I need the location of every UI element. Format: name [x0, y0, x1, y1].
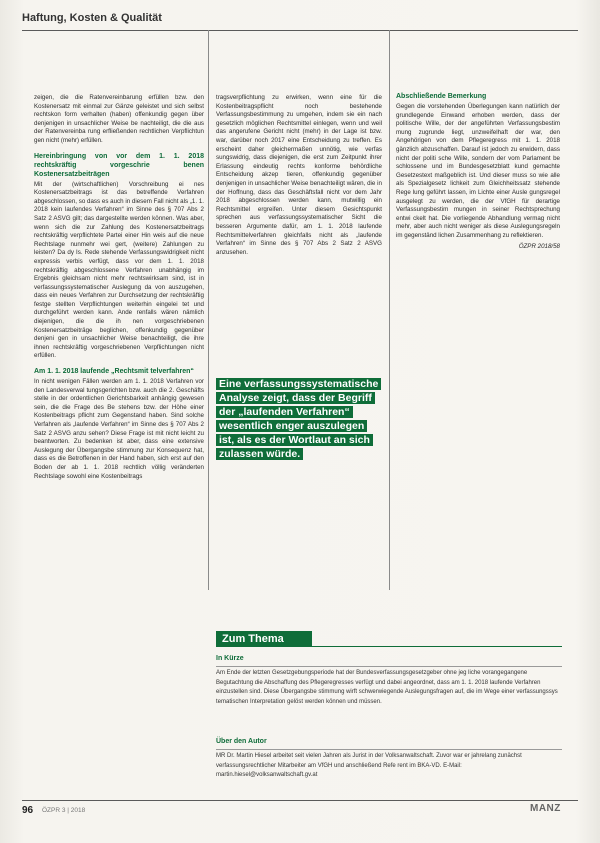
section-title: Haftung, Kosten & Qualität	[22, 12, 162, 24]
about-author-text: MR Dr. Martin Hiesel arbeitet seit vielen Jahren als Jurist in der Volksanwaltschaft. Zuvor war er jahrelang zunächst verfassungsrechtlicher Mitarbeiter am VfGH und anschließend Refe rent im BKA-VD. E-Mail: martin.hiesel@volksanwaltschaft.gv.at	[216, 753, 522, 778]
col3-paragraph: Gegen die vorstehenden Überlegungen kann natürlich der grundlegende Einwand erhoben werden, dass der politische Wille, der der angeführten Verfassungsbestim mung zugrunde liegt, unzweifelhaft der war, den Angehörigen von dem Pflegeregress mit 1. 1. 2018 gänzlich abzuschaffen. Darauf ist jedoch zu erwidern, dass nicht der politi sche Wille, sondern der vom Parlament be schlossene und im Bundesgesetzblatt kund gemachte Gesetzestext maßgeblich ist. Und dieser muss so wie alle als Spezialgesetz lichkeit zum Gleichheitssatz stehende Rege lung geführt lassen, im Lichte einer Ausle gungsregel ausgelegt zu werden, die der VfGH für derartige Verfassungsbestim mungen in seiner Rechtsprechung entwi ckelt hat. Die vorliegende Abhandlung vermag nicht mehr, aber auch nicht weniger als diese Auslegungsregeln im gegenständ lichen Zusammenhang zu reflektieren.	[396, 103, 560, 239]
footer-rule	[22, 800, 578, 801]
journal-issue: ÖZPR 3 | 2018	[42, 807, 86, 814]
column-2	[216, 94, 382, 259]
column-divider-2	[389, 30, 390, 590]
pull-quote	[216, 377, 382, 461]
in-kurze-text: Am Ende der letzten Gesetzgebungsperiode hat der Bundesverfassungsgesetzgeber ohne jeg liche vorangegangene Begutachtung die Abschaffung des Pflegeregresses verfügt und dabei angeordnet, dass am 1. 1. 2018 laufende Verfahren einzustellen sind. Diese Übergangsbe stimmung wirft schwerwiegende Auslegungsfragen auf, die im Wege einer verfassungssys tematischen Interpretation gelöst werden können und müssen.	[216, 670, 558, 705]
header-rule	[22, 30, 578, 31]
article-signature: ÖZPR 2018/58	[518, 242, 560, 250]
zum-thema-title: Zum Thema	[216, 631, 312, 647]
col3-heading: Abschließende Bemerkung	[396, 93, 487, 100]
col1-paragraph-2: Mit der (wirtschaftlichen) Vorschreibung ei nes Kostenersatzbeitrags ist das betreffende Verfahren abgeschlossen, so dass es auch in diesem Fall nicht als „1. 1. 2018 kein laufendes Verfahren“ im Sinne des § 707 Abs 2 Satz 2 ASVG gilt; das dargestellte werden können. Was aber, wenn sich die zur Zahlung des Kostenersatzbeitrags rechtskräftig verpflichtete Partei einer Hin weis auf die neue Rechtslage nunmehr wei gert, (weitere) Zahlungen zu leisten? Da dy Is. Rede stehende Verfassungswidrigkeit nicht expressis verbis verfügt, dass vor dem 1. 1. 2018 rechtskräftig abgeschlossene Verfahren unabhängig im Ergebnis gleichsam nicht mehr rechtswirksam sind, ist in verfassungssystematischer Auslegung da von auszugehen, dass ein neues Verfahren zur Durchsetzung der rechtskräftig festge stellten Verpflichtungen weiterhin eingelei tet und durchgeführt werden kann. Ande renfalls wären nämlich diejenigen, die die ih nen vorgeschriebenen Kostenersatzbeiträge beglichen, offenkundig gegenüber denjeni gen in unsachlicher Weise benachteiligt, die ihre ihnen rechtskräftig vorgeschriebenen Verpflichtungen nicht erfüllen.	[34, 180, 204, 360]
in-kurze-heading: In Kürze	[216, 655, 244, 662]
col1-heading-2: Am 1. 1. 2018 laufende „Rechtsmit telverfahren“	[34, 368, 194, 376]
col2-paragraph-1: tragsverpflichtung zu erwirken, wenn eine für die Kostenbeitragspflicht noch bestehende Verfassungsbestimmung zu umgehen, indem sie ein nach gesetzlich möglichen Rechtsmittel einlegen, wenn und weil das angerufene Gericht nicht (mehr) in der Lage ist bzw. war, darüber noch 2017 eine Entscheidung zu treffen. Es erscheint daher gleichermaßen unnötig, wie verfas sungswidrig, dass diejenigen, die erst zum Zeitpunkt ihrer Erlassung eindeutig rechts konforme behördliche Entscheidung akzep tieren, offenkundig gegenüber denjenigen in unsachlicher Weise benachteiligt wären, die in der Hoffnung, dass das Geschäftsfall nicht vor dem Jahr 2018 abgeschlossen werden kann, mutwillig ein Rechtsmittel ergreifen. Unter diesem Gesichtspunkt sprechen aus verfassungssystematischer Sicht die besseren Argumente dafür, am 1. 1. 2018 laufende Rechtsmittelverfahren gleichfalls nicht als „laufende Verfahren“ im Sinne des § 707 Abs 2 Satz 2 ASVG anzusehen.	[216, 94, 382, 256]
col1-heading-1: Hereinbringung von vor dem 1. 1. 2018 rechtskräftig vorgeschrie benen Kostenersatzbeiträgen	[34, 152, 204, 178]
col1-paragraph-3: In nicht wenigen Fällen werden am 1. 1. 2018 Verfahren vor den Landesverwal tungsgerichten bzw. auch die 2. Geschäfts stelle in der ordentlichen Gerichtsbarkeit anhängig gewesen sein, die die Frage des Be stehens bzw. der Höhe einer Kostenbeitrags pflicht zum Gegenstand haben. Sind solche Verfahren als „laufende Verfahren“ im Sinne des § 707 Abs 2 Satz 2 ASVG anzu sehen? Diese Frage ist mit nicht leicht zu beantworten. Zu bedenken ist aber, dass eine extensive Auslegung der Übergangsbe stimmung zur Konsequenz hat, dass es die Betroffenen in der Hand haben, sich erst auf den Boden der ab 1. 1. 2018 rechtlich völlig veränderten Rechtslage sowohl eine Kostenbeitrags	[34, 378, 204, 480]
about-author-heading: Über den Autor	[216, 738, 267, 745]
about-author-separator	[216, 749, 562, 750]
column-1	[34, 94, 204, 483]
zum-thema-rule	[216, 646, 562, 647]
col1-paragraph-1: zeigen, die die Ratenvereinbarung erfüllen bzw. den Kostenersatz mit einmal zur Gänze geleistet und sich selbst rechtskon form verhalten (haben) offenkundig gegen über denjenigen in unsachlicher Weise be nachteiligt, die die aus der Ratenvereinba rung erfließenden rechtlichen Verpflichtun gen nicht (mehr) erfüllen.	[34, 94, 204, 144]
column-divider-1	[208, 30, 209, 590]
pull-quote-text: Eine verfassungssystematische Analyse zeigt, dass der Begriff der „laufenden Verfahren“ wesentlich enger auszulegen ist, als es der Wortlaut an sich zulassen würde.	[216, 378, 381, 460]
column-3	[396, 92, 560, 251]
in-kurze-separator	[216, 666, 562, 667]
publisher-logo: MANZ	[530, 803, 561, 814]
page-number: 96	[22, 805, 34, 816]
